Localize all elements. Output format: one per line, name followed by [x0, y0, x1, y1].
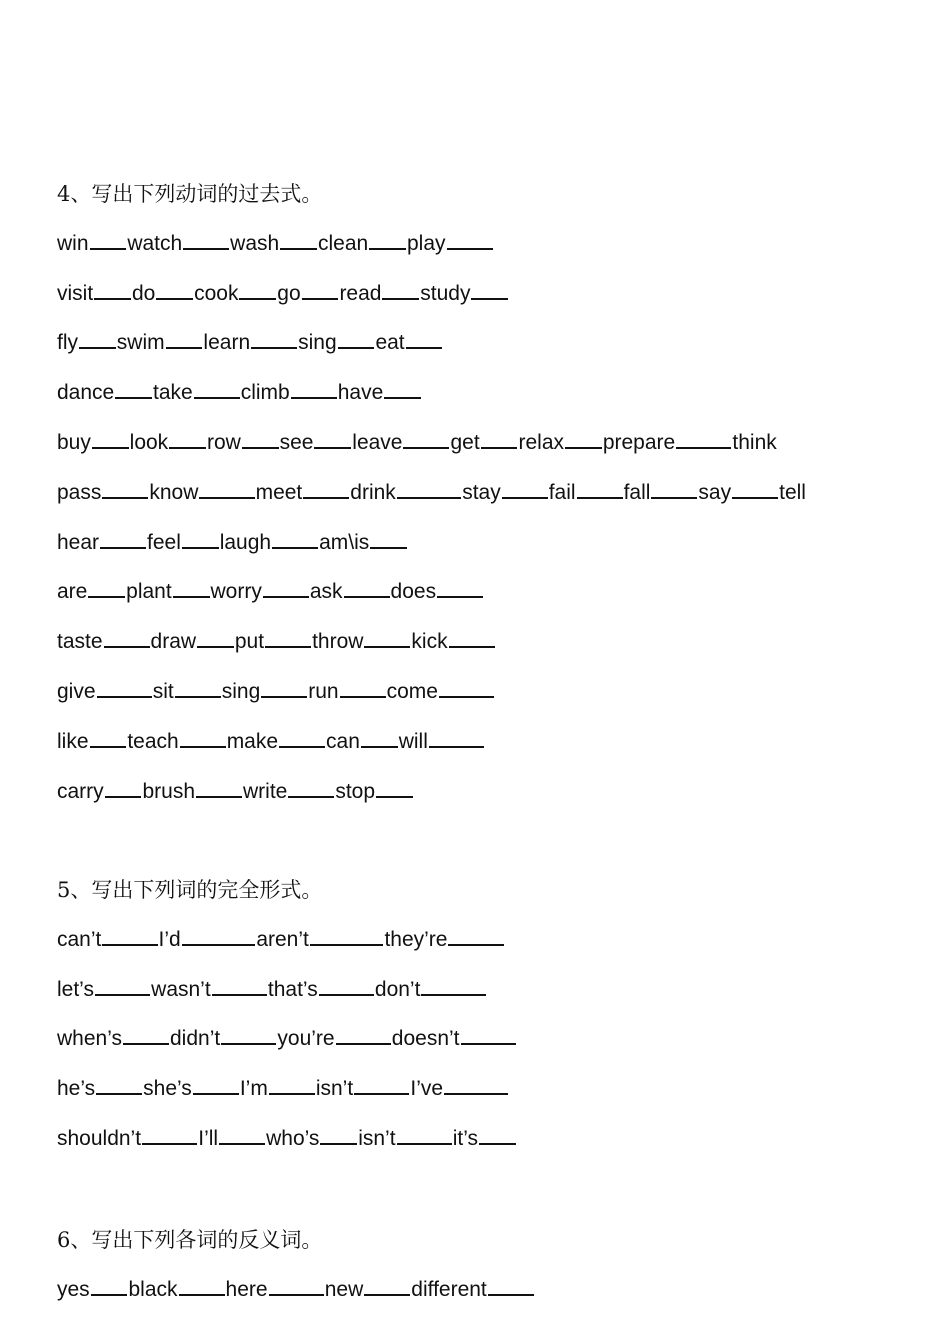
answer-blank[interactable]: [91, 1293, 128, 1296]
word: give: [57, 680, 96, 703]
section-heading: 5、写出下列词的完全形式。: [57, 878, 323, 902]
word: who’s: [266, 1127, 320, 1150]
answer-blank[interactable]: [105, 795, 142, 798]
exercise-row: [57, 479, 806, 507]
exercise-row: [57, 329, 443, 357]
exercise-row: [57, 926, 505, 954]
answer-blank[interactable]: [384, 396, 421, 399]
word: pass: [57, 480, 102, 504]
answer-blank[interactable]: [263, 595, 309, 598]
word: throw: [312, 630, 364, 654]
word: win: [57, 231, 89, 255]
word: black: [128, 1277, 178, 1301]
word: didn’t: [170, 1027, 221, 1051]
word: look: [129, 431, 169, 454]
answer-blank[interactable]: [261, 695, 307, 698]
answer-blank[interactable]: [94, 297, 131, 300]
word: feel: [147, 530, 181, 554]
word: get: [450, 431, 480, 454]
answer-blank[interactable]: [421, 993, 485, 996]
answer-blank[interactable]: [406, 346, 443, 349]
answer-blank[interactable]: [471, 297, 508, 300]
answer-blank[interactable]: [88, 595, 125, 598]
word: take: [153, 381, 193, 405]
word: study: [420, 281, 471, 305]
word: taste: [57, 630, 103, 654]
word: yes: [57, 1277, 90, 1301]
word: do: [131, 281, 156, 305]
answer-blank[interactable]: [448, 943, 503, 946]
answer-blank[interactable]: [338, 346, 375, 349]
answer-blank[interactable]: [382, 297, 419, 300]
answer-blank[interactable]: [239, 297, 276, 300]
answer-blank[interactable]: [732, 496, 778, 499]
answer-blank[interactable]: [320, 1142, 357, 1145]
answer-blank[interactable]: [269, 1293, 324, 1296]
word: buy: [57, 431, 91, 454]
answer-blank[interactable]: [100, 546, 146, 549]
word: laugh: [219, 530, 272, 554]
word: row: [206, 431, 241, 454]
word: put: [234, 630, 265, 654]
word: can’t: [57, 927, 102, 951]
answer-blank[interactable]: [577, 496, 623, 499]
answer-blank[interactable]: [104, 645, 150, 648]
answer-blank[interactable]: [444, 1092, 508, 1095]
answer-blank[interactable]: [194, 396, 240, 399]
exercise-row: [57, 728, 485, 756]
word: he’s: [57, 1077, 96, 1101]
answer-blank[interactable]: [265, 645, 311, 648]
answer-blank[interactable]: [280, 247, 317, 250]
answer-blank[interactable]: [95, 993, 150, 996]
answer-blank[interactable]: [92, 446, 129, 449]
answer-blank[interactable]: [344, 595, 390, 598]
word: meet: [255, 480, 303, 504]
word: draw: [150, 630, 197, 654]
exercise-row: [57, 1025, 517, 1053]
answer-blank[interactable]: [354, 1092, 409, 1095]
answer-blank[interactable]: [364, 645, 410, 648]
word: let’s: [57, 977, 94, 1001]
answer-blank[interactable]: [461, 1042, 516, 1045]
answer-blank[interactable]: [302, 297, 339, 300]
word: will: [398, 729, 428, 753]
answer-blank[interactable]: [166, 346, 203, 349]
answer-blank[interactable]: [196, 795, 242, 798]
word: hear: [57, 530, 100, 554]
word: like: [57, 729, 89, 753]
answer-blank[interactable]: [279, 745, 325, 748]
word: sing: [298, 331, 337, 355]
answer-blank[interactable]: [376, 795, 413, 798]
word: isn’t: [358, 1127, 396, 1150]
exercise-row: [57, 1125, 517, 1153]
word: am\is: [319, 530, 370, 554]
answer-blank[interactable]: [397, 496, 461, 499]
answer-blank[interactable]: [96, 1092, 142, 1095]
word: don’t: [374, 977, 421, 1001]
answer-blank[interactable]: [97, 695, 152, 698]
answer-blank[interactable]: [340, 695, 386, 698]
word: I’ve: [410, 1077, 444, 1101]
answer-blank[interactable]: [90, 745, 127, 748]
answer-blank[interactable]: [370, 546, 407, 549]
word: they’re: [384, 927, 448, 951]
answer-blank[interactable]: [488, 1293, 534, 1296]
word: that’s: [267, 977, 318, 1001]
word: kick: [411, 630, 448, 654]
answer-blank[interactable]: [79, 346, 116, 349]
section-heading: 4、写出下列动词的过去式。: [57, 182, 323, 206]
word: brush: [142, 779, 195, 803]
answer-blank[interactable]: [156, 297, 193, 300]
word: clean: [318, 231, 369, 255]
answer-blank[interactable]: [219, 1142, 265, 1145]
answer-blank[interactable]: [403, 446, 449, 449]
word: I’ll: [198, 1127, 219, 1150]
answer-blank[interactable]: [242, 446, 279, 449]
word: shouldn’t: [57, 1127, 142, 1150]
word: relax: [518, 431, 565, 454]
word: watch: [127, 231, 183, 255]
answer-blank[interactable]: [221, 1042, 276, 1045]
exercise-row: [57, 280, 509, 308]
answer-blank[interactable]: [142, 1142, 197, 1145]
exercise-row: [57, 778, 414, 806]
word: think: [732, 431, 777, 454]
word: are: [57, 580, 88, 604]
answer-blank[interactable]: [212, 993, 267, 996]
word: know: [149, 480, 199, 504]
word: does: [390, 580, 437, 604]
answer-blank[interactable]: [179, 1293, 225, 1296]
word: run: [308, 680, 339, 703]
word: isn’t: [315, 1077, 354, 1101]
exercise-row: [57, 230, 494, 258]
exercise-row: [57, 976, 487, 1004]
word: worry: [210, 580, 262, 604]
word: I’d: [158, 927, 181, 951]
word: fail: [548, 480, 576, 504]
word: climb: [240, 381, 290, 405]
word: eat: [375, 331, 405, 355]
word: cook: [194, 281, 239, 305]
answer-blank[interactable]: [447, 247, 493, 250]
word: visit: [57, 281, 94, 305]
answer-blank[interactable]: [364, 1293, 410, 1296]
word: dance: [57, 381, 115, 405]
answer-blank[interactable]: [651, 496, 697, 499]
answer-blank[interactable]: [197, 645, 234, 648]
answer-blank[interactable]: [481, 446, 518, 449]
answer-blank[interactable]: [269, 1092, 315, 1095]
word: come: [386, 680, 438, 703]
exercise-row: [57, 379, 422, 407]
word: fly: [57, 331, 78, 355]
answer-blank[interactable]: [361, 745, 398, 748]
answer-blank[interactable]: [182, 943, 256, 946]
word: wasn’t: [151, 977, 211, 1001]
exercise-row: [57, 1276, 535, 1304]
answer-blank[interactable]: [676, 446, 731, 449]
word: swim: [116, 331, 165, 355]
exercise-row: [57, 1075, 509, 1103]
answer-blank[interactable]: [251, 346, 297, 349]
exercise-row: [57, 578, 484, 606]
word: see: [279, 431, 314, 454]
word: stop: [335, 779, 376, 803]
word: leave: [352, 431, 403, 454]
answer-blank[interactable]: [182, 546, 219, 549]
answer-blank[interactable]: [397, 1142, 452, 1145]
word: you’re: [277, 1027, 335, 1051]
word: sit: [152, 680, 174, 703]
word: teach: [127, 729, 179, 753]
answer-blank[interactable]: [115, 396, 152, 399]
section-heading: 6、写出下列各词的反义词。: [57, 1228, 323, 1252]
answer-blank[interactable]: [449, 645, 495, 648]
word: plant: [126, 580, 172, 604]
word: carry: [57, 779, 104, 803]
answer-blank[interactable]: [479, 1142, 516, 1145]
answer-blank[interactable]: [319, 993, 374, 996]
answer-blank[interactable]: [314, 446, 351, 449]
answer-blank[interactable]: [102, 943, 157, 946]
answer-blank[interactable]: [180, 745, 226, 748]
word: say: [698, 480, 732, 504]
answer-blank[interactable]: [193, 1092, 239, 1095]
word: prepare: [602, 431, 676, 454]
word: ask: [309, 580, 343, 604]
answer-blank[interactable]: [291, 396, 337, 399]
answer-blank[interactable]: [303, 496, 349, 499]
answer-blank[interactable]: [123, 1042, 169, 1045]
answer-blank[interactable]: [310, 943, 384, 946]
answer-blank[interactable]: [169, 446, 206, 449]
answer-blank[interactable]: [437, 595, 483, 598]
answer-blank[interactable]: [369, 247, 406, 250]
answer-blank[interactable]: [272, 546, 318, 549]
word: new: [324, 1277, 364, 1301]
word: go: [277, 281, 301, 305]
word: have: [337, 381, 384, 405]
word: play: [407, 231, 446, 255]
word: write: [243, 779, 288, 803]
word: wash: [230, 231, 280, 255]
exercise-row: [57, 678, 495, 706]
answer-blank[interactable]: [173, 595, 210, 598]
word: sing: [221, 680, 261, 703]
word: it’s: [452, 1127, 479, 1150]
word: aren’t: [256, 927, 309, 951]
word: drink: [350, 480, 396, 504]
exercise-row: [57, 529, 408, 557]
word: I’m: [239, 1077, 268, 1101]
word: she’s: [143, 1077, 192, 1101]
word: here: [225, 1277, 268, 1301]
exercise-row: [57, 628, 496, 656]
answer-blank[interactable]: [565, 446, 602, 449]
answer-blank[interactable]: [429, 745, 484, 748]
word: fall: [623, 480, 651, 504]
word: read: [339, 281, 382, 305]
word: doesn’t: [391, 1027, 460, 1051]
word: learn: [203, 331, 251, 355]
word: make: [226, 729, 279, 753]
answer-blank[interactable]: [183, 247, 229, 250]
word: tell: [779, 480, 806, 504]
answer-blank[interactable]: [288, 795, 334, 798]
answer-blank[interactable]: [90, 247, 127, 250]
answer-blank[interactable]: [502, 496, 548, 499]
word: when’s: [57, 1027, 122, 1051]
answer-blank[interactable]: [175, 695, 221, 698]
word: different: [411, 1277, 487, 1301]
answer-blank[interactable]: [336, 1042, 391, 1045]
answer-blank[interactable]: [102, 496, 148, 499]
answer-blank[interactable]: [199, 496, 254, 499]
word: can: [326, 729, 360, 753]
word: stay: [462, 480, 501, 504]
exercise-row: [57, 429, 777, 457]
answer-blank[interactable]: [439, 695, 494, 698]
